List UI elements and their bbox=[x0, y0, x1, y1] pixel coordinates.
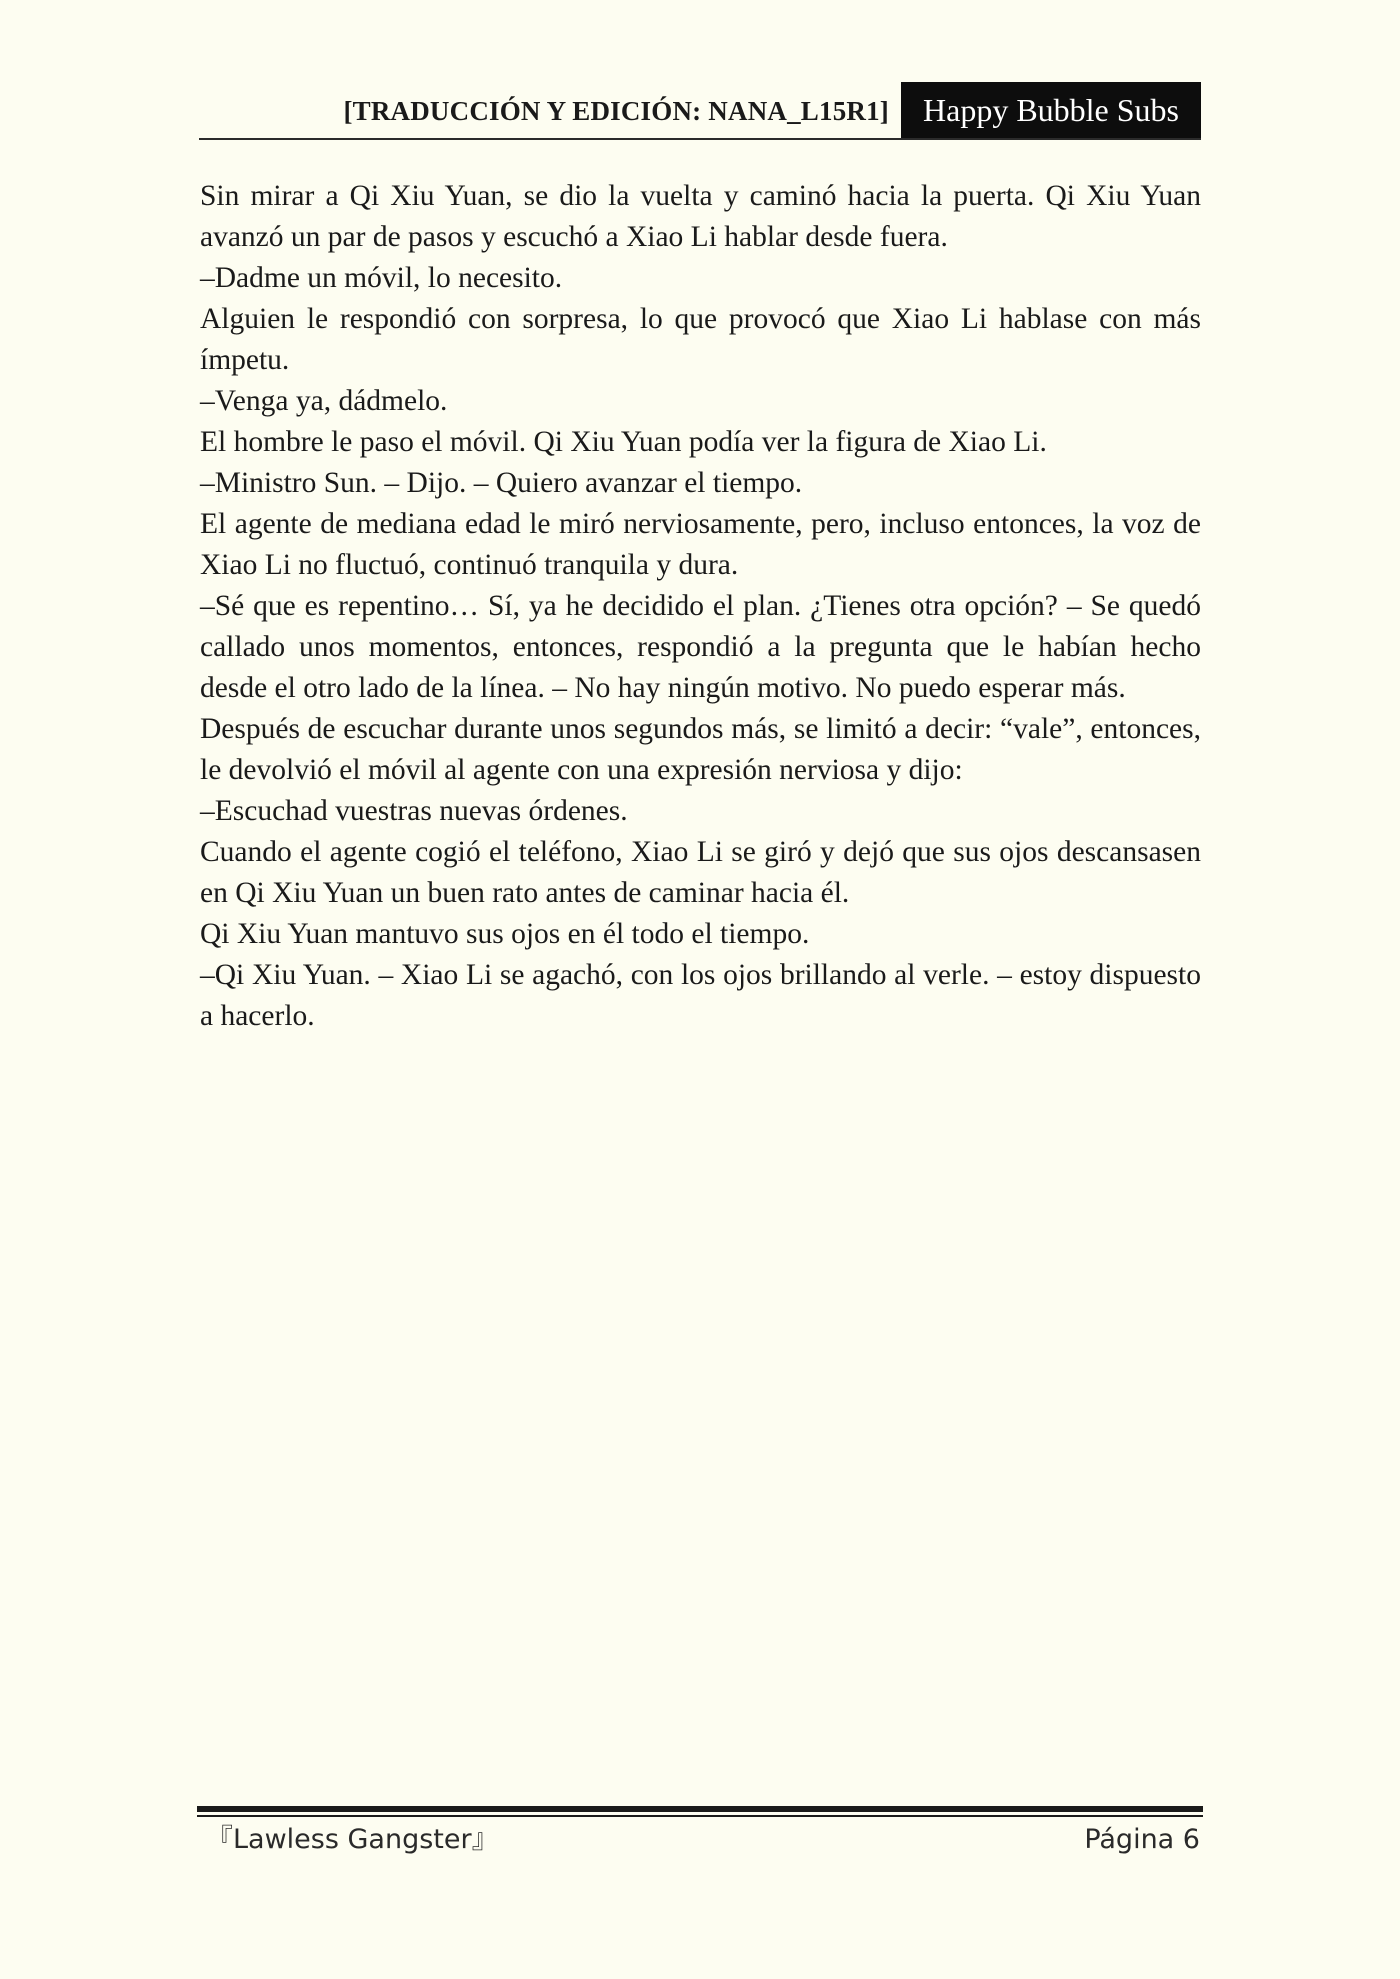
paragraph: El hombre le paso el móvil. Qi Xiu Yuan podía ver la figura de Xiao Li. bbox=[200, 426, 1047, 458]
paragraph: Después de escuchar durante unos segundos más, se limitó a decir: “vale”, entonces, le devolvió el móvil al agente con una expresión nerviosa y dijo: bbox=[200, 713, 1201, 786]
translation-credit: [TRADUCCIÓN Y EDICIÓN: NANA_L15R1] bbox=[343, 96, 889, 126]
paragraph: –Venga ya, dádmelo. bbox=[200, 385, 448, 417]
footer-divider-thick bbox=[197, 1806, 1203, 1812]
group-brand-label: Happy Bubble Subs bbox=[901, 82, 1201, 138]
paragraph: –Qi Xiu Yuan. – Xiao Li se agachó, con los ojos brillando al verle. – estoy dispuesto a hacerlo. bbox=[200, 959, 1201, 1032]
chapter-body bbox=[200, 176, 1201, 1037]
page-number: Página 6 bbox=[1084, 1824, 1200, 1855]
paragraph: Cuando el agente cogió el teléfono, Xiao Li se giró y dejó que sus ojos descansasen en Qi Xiu Yuan un buen rato antes de caminar hacia él. bbox=[200, 836, 1201, 909]
paragraph: –Ministro Sun. – Dijo. – Quiero avanzar el tiempo. bbox=[200, 467, 803, 499]
paragraph: Sin mirar a Qi Xiu Yuan, se dio la vuelta y caminó hacia la puerta. Qi Xiu Yuan avanzó un par de pasos y escuchó a Xiao Li hablar desde fuera. bbox=[200, 180, 1201, 253]
paragraph: El agente de mediana edad le miró nerviosamente, pero, incluso entonces, la voz de Xiao Li no fluctuó, continuó tranquila y dura. bbox=[200, 508, 1201, 581]
footer-divider-thin bbox=[197, 1815, 1203, 1817]
footer-book-title: 『Lawless Gangster』 bbox=[206, 1824, 499, 1855]
paragraph: Qi Xiu Yuan mantuvo sus ojos en él todo el tiempo. bbox=[200, 918, 810, 950]
paragraph: Alguien le respondió con sorpresa, lo que provocó que Xiao Li hablase con más ímpetu. bbox=[200, 303, 1201, 376]
paragraph: –Dadme un móvil, lo necesito. bbox=[200, 262, 563, 294]
paragraph: –Escuchad vuestras nuevas órdenes. bbox=[200, 795, 628, 827]
paragraph: –Sé que es repentino… Sí, ya he decidido el plan. ¿Tienes otra opción? – Se quedó callado unos momentos, entonces, respondió a la pregunta que le habían hecho desde el otro lado de la línea. – No hay ningún motivo. No puedo esperar más. bbox=[200, 590, 1201, 704]
page-header bbox=[199, 82, 1201, 140]
